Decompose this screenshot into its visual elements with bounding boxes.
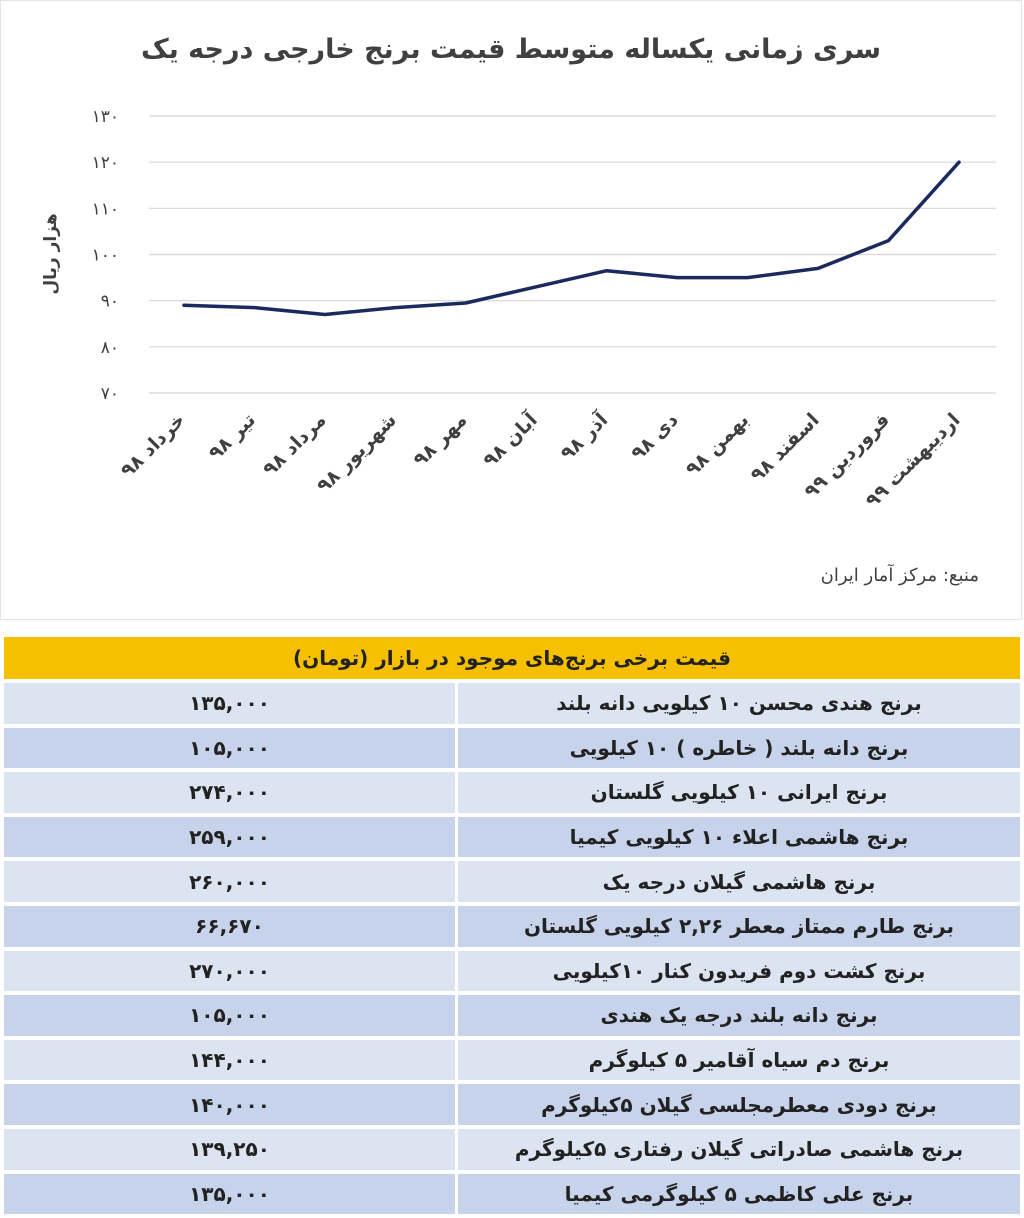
rice-price-cell: ۱۰۵,۰۰۰ (4, 728, 455, 769)
line-chart (1, 1, 1021, 619)
price-table (4, 637, 1020, 1218)
rice-price-cell: ۲۵۹,۰۰۰ (4, 817, 455, 858)
x-category-label: تیر ۹۸ (204, 408, 260, 465)
y-axis-title: هزار ریال (41, 213, 61, 295)
rice-name-cell: برنج کشت دوم فریدون کنار ۱۰کیلویی (455, 951, 1020, 992)
x-category-label: مرداد ۹۸ (258, 408, 331, 481)
rice-price-cell: ۱۴۴,۰۰۰ (4, 1040, 455, 1081)
rice-price-cell: ۱۴۰,۰۰۰ (4, 1084, 455, 1125)
rice-name-cell: برنج هندی محسن ۱۰ کیلویی دانه بلند (455, 683, 1020, 724)
rice-name-cell: برنج دودی معطرمجلسی گیلان ۵کیلوگرم (455, 1084, 1020, 1125)
table-row (4, 728, 1020, 769)
rice-name-cell: برنج هاشمی گیلان درجه یک (455, 861, 1020, 902)
series-line (184, 162, 959, 314)
y-tick-label: ۱۲۰ (91, 153, 119, 174)
x-category-label: فروردین ۹۹ (800, 408, 895, 503)
rice-name-cell: برنج ایرانی ۱۰ کیلویی گلستان (455, 772, 1020, 813)
table-row (4, 906, 1020, 947)
y-tick-label: ۹۰ (100, 291, 119, 312)
table-title: قیمت برخی برنج‌های موجود در بازار (تومان) (4, 637, 1020, 679)
rice-name-cell: برنج دانه بلند ( خاطره ) ۱۰ کیلویی (455, 728, 1020, 769)
rice-name-cell: برنج طارم ممتاز معطر ۲,۲۶ کیلویی گلستان (455, 906, 1020, 947)
table-row (4, 1040, 1020, 1081)
x-category-label: آبان ۹۸ (478, 408, 542, 472)
x-category-label: اسفند ۹۸ (746, 408, 824, 487)
x-category-label: شهریور ۹۸ (312, 408, 401, 498)
rice-price-cell: ۲۷۰,۰۰۰ (4, 951, 455, 992)
rice-name-cell: برنج دانه بلند درجه یک هندی (455, 995, 1020, 1036)
x-category-label: دی ۹۸ (626, 408, 683, 465)
rice-price-cell: ۱۳۵,۰۰۰ (4, 1174, 455, 1215)
rice-price-cell: ۱۳۵,۰۰۰ (4, 683, 455, 724)
source-text: منبع: مرکز آمار ایران (820, 565, 979, 586)
y-tick-label: ۱۳۰ (91, 107, 119, 127)
table-row (4, 772, 1020, 813)
table-row (4, 1174, 1020, 1215)
x-category-label: آذر ۹۸ (556, 408, 613, 465)
y-tick-label: ۱۱۰ (91, 199, 119, 220)
y-tick-label: ۸۰ (100, 337, 119, 358)
x-category-label: بهمن ۹۸ (681, 408, 754, 481)
rice-name-cell: برنج دم سیاه آقامیر ۵ کیلوگرم (455, 1040, 1020, 1081)
rice-price-cell: ۱۳۹,۲۵۰ (4, 1129, 455, 1170)
x-category-label: مهر ۹۸ (409, 408, 472, 472)
table-row (4, 995, 1020, 1036)
rice-price-cell: ۲۷۴,۰۰۰ (4, 772, 455, 813)
x-category-label: اردیبهشت ۹۹ (861, 408, 965, 513)
table-row (4, 861, 1020, 902)
x-category-label: خرداد ۹۸ (116, 408, 190, 483)
table-row (4, 951, 1020, 992)
chart-title: سری زمانی یکساله متوسط قیمت برنج خارجی درجه یک (140, 34, 882, 65)
rice-price-cell: ۱۰۵,۰۰۰ (4, 995, 455, 1036)
table-row (4, 1129, 1020, 1170)
rice-price-cell: ۲۶۰,۰۰۰ (4, 861, 455, 902)
rice-name-cell: برنج علی کاظمی ۵ کیلوگرمی کیمیا (455, 1174, 1020, 1215)
table-row (4, 683, 1020, 724)
table-row (4, 1084, 1020, 1125)
rice-price-cell: ۶۶,۶۷۰ (4, 906, 455, 947)
rice-name-cell: برنج هاشمی صادراتی گیلان رفتاری ۵کیلوگرم (455, 1129, 1020, 1170)
table-row (4, 817, 1020, 858)
y-tick-label: ۷۰ (100, 384, 119, 404)
y-tick-label: ۱۰۰ (91, 245, 119, 266)
rice-name-cell: برنج هاشمی اعلاء ۱۰ کیلویی کیمیا (455, 817, 1020, 858)
